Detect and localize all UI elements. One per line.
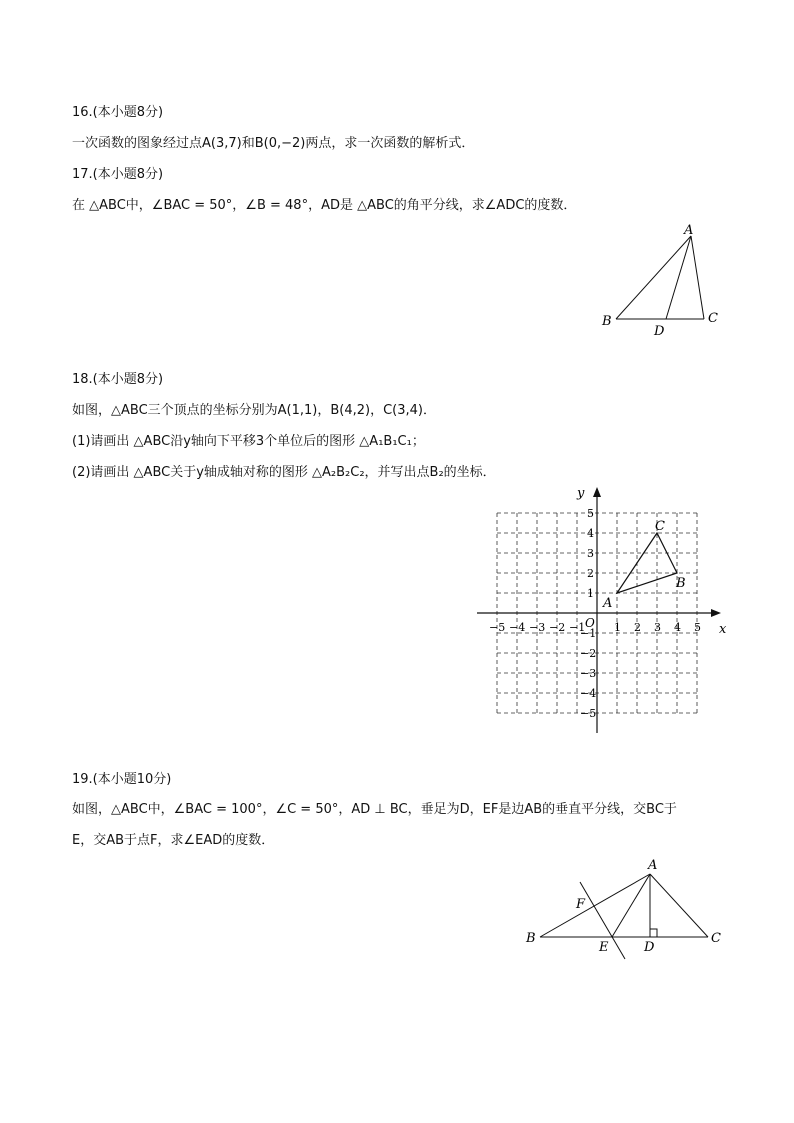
label-a: A	[648, 858, 658, 873]
x-tick-label: −1	[569, 621, 586, 634]
label-f: F	[576, 897, 586, 912]
right-angle-mark	[650, 929, 657, 937]
y-tick-label: 2	[587, 567, 594, 580]
x-axis-label: x	[719, 622, 727, 637]
label-c: C	[708, 311, 718, 326]
coordinate-grid-figure	[470, 485, 730, 745]
y-axis-label: y	[577, 486, 585, 501]
problem-16-text: 一次函数的图象经过点A(3,7)和B(0,−2)两点，求一次函数的解析式．	[72, 136, 475, 151]
triangle-abc-figure-19	[520, 855, 725, 965]
x-tick-label: −4	[509, 621, 526, 634]
problem-18-part-1: (1)请画出 △ABC沿y轴向下平移3个单位后的图形 △A₁B₁C₁；	[72, 434, 425, 449]
label-d: D	[654, 324, 665, 339]
x-axis-arrow	[711, 609, 721, 617]
y-axis-arrow	[593, 487, 601, 497]
x-tick-label: −5	[489, 621, 506, 634]
segment-ad	[666, 236, 691, 319]
y-tick-label: 4	[587, 527, 594, 540]
segment-ac	[650, 874, 708, 937]
problem-19-header: 19.(本小题10分)	[72, 772, 172, 787]
y-tick-label: 1	[587, 587, 594, 600]
x-tick-label: 1	[614, 621, 621, 634]
segment-ab	[616, 236, 691, 319]
problem-19-text-line-2: E，交AB于点F，求∠EAD的度数．	[72, 833, 275, 848]
y-tick-label: −2	[580, 647, 597, 660]
label-d: D	[644, 940, 655, 955]
y-tick-label: −4	[580, 687, 597, 700]
segment-ac	[691, 236, 704, 319]
label-b: B	[602, 314, 612, 329]
y-tick-label: 5	[587, 507, 594, 520]
point-label-c: C	[655, 519, 665, 534]
x-tick-label: −3	[529, 621, 546, 634]
problem-19-text-line-1: 如图，△ABC中，∠BAC = 100°，∠C = 50°，AD ⊥ BC，垂足为D，EF是边AB的垂直平分线，交BC于	[72, 802, 677, 817]
point-label-b: B	[676, 576, 686, 591]
triangle-abc-outline	[617, 533, 677, 593]
y-tick-label: 3	[587, 547, 594, 560]
y-tick-label: −5	[580, 707, 597, 720]
x-tick-label: −2	[549, 621, 566, 634]
segment-ae	[612, 874, 650, 937]
y-tick-label: −3	[580, 667, 597, 680]
label-c: C	[711, 931, 721, 946]
origin-label: O	[585, 616, 595, 630]
problem-17-text: 在 △ABC中，∠BAC = 50°，∠B = 48°，AD是 △ABC的角平分线，求∠ADC的度数．	[72, 198, 577, 213]
axes	[477, 486, 727, 733]
x-tick-label: 3	[654, 621, 661, 634]
label-b: B	[526, 931, 536, 946]
triangle-abc-figure-17	[596, 222, 726, 340]
problem-16-header: 16.(本小题8分)	[72, 105, 164, 120]
x-tick-label: 2	[634, 621, 641, 634]
segment-ab	[540, 874, 650, 937]
problem-18-part-2: (2)请画出 △ABC关于y轴成轴对称的图形 △A₂B₂C₂，并写出点B₂的坐标．	[72, 465, 496, 480]
x-tick-label: 4	[674, 621, 681, 634]
problem-18-text: 如图，△ABC三个顶点的坐标分别为A(1,1)，B(4,2)，C(3,4)．	[72, 403, 437, 418]
point-label-a: A	[603, 596, 613, 611]
label-e: E	[599, 940, 609, 955]
problem-18-header: 18.(本小题8分)	[72, 372, 164, 387]
label-a: A	[684, 223, 694, 238]
y-tick-label: −1	[580, 627, 597, 640]
problem-17-header: 17.(本小题8分)	[72, 167, 164, 182]
x-tick-label: 5	[694, 621, 701, 634]
